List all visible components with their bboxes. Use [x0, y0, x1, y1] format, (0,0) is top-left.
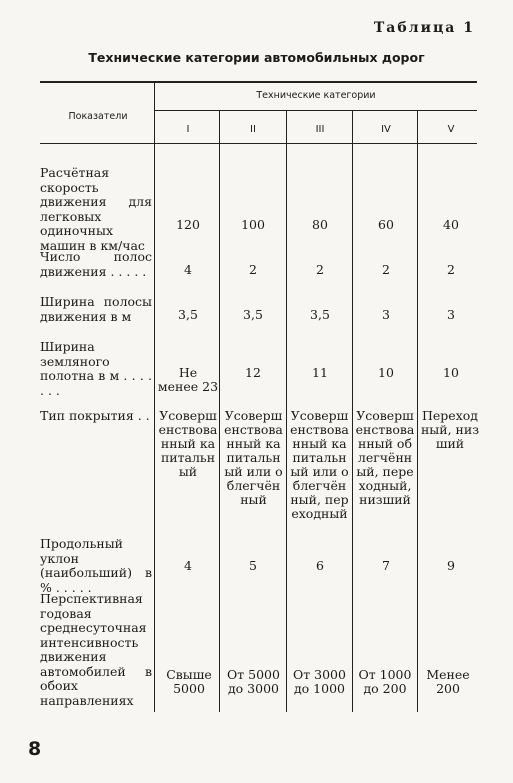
table-cell: 120: [176, 217, 200, 232]
header-bottom-rule: [40, 143, 477, 144]
table-cell: 40: [443, 217, 459, 232]
table-title: Технические категории автомобильных дорог: [88, 50, 425, 65]
column-divider: [417, 110, 418, 712]
table-cell: Усовершенствованный капитальный: [158, 408, 218, 479]
column-divider: [352, 110, 353, 712]
category-numeral: IV: [381, 124, 391, 135]
column-divider: [286, 110, 287, 712]
row-label: Ширина полосы движения в м: [40, 294, 152, 324]
category-numeral: I: [186, 124, 190, 135]
table-cell: От 1000 до 200: [358, 667, 412, 696]
table-caption: Таблица 1: [373, 20, 475, 36]
table-cell: Свыше 5000: [166, 667, 212, 696]
table-cell: 11: [312, 365, 328, 380]
table-cell: Не менее 23: [157, 365, 219, 394]
row-label: Перспективная годовая среднесуточная интенсивность движения автомобилей в обоих направлениях: [40, 591, 152, 708]
table-cell: 7: [382, 558, 390, 573]
table-cell: 100: [241, 217, 265, 232]
table-cell: 2: [316, 262, 324, 277]
row-label: Расчётная скорость движения для легковых одиночных машин в км/час: [40, 165, 152, 253]
table-cell: От 5000 до 3000: [227, 667, 280, 696]
table-cell: От 3000 до 1000: [293, 667, 346, 696]
category-numeral: III: [315, 124, 325, 135]
categories-header: Технические категории: [256, 90, 376, 101]
table-cell: Переходный, низший: [420, 408, 480, 451]
table-cell: 3,5: [310, 307, 330, 322]
table-cell: 6: [316, 558, 324, 573]
row-label: Тип покрытия . .: [40, 408, 150, 423]
table-cell: 9: [447, 558, 455, 573]
row-label: Продольный уклон (наибольший) в % . . . . .: [40, 536, 152, 595]
column-divider: [154, 82, 155, 712]
table-cell: 10: [443, 365, 459, 380]
table-cell: 2: [447, 262, 455, 277]
page-number: 8: [28, 738, 42, 760]
parameters-header: Показатели: [68, 111, 128, 122]
table-cell: 12: [245, 365, 261, 380]
table-cell: 4: [184, 558, 192, 573]
table-cell: Усовершенствованный капитальный или облегчённый, переходный: [290, 408, 349, 521]
row-label: Число полос движения . . . . .: [40, 249, 152, 279]
row-label: Ширина земляного полотна в м . . . . . . .: [40, 339, 152, 398]
category-numeral: II: [250, 124, 256, 135]
top-rule: [40, 81, 477, 83]
table-cell: 80: [312, 217, 328, 232]
table-cell: Усовершенствованный капитальный или облегчённый: [224, 408, 283, 507]
table-cell: Менее 200: [426, 667, 470, 696]
table-cell: 4: [184, 262, 192, 277]
table-cell: 60: [378, 217, 394, 232]
table-cell: 2: [249, 262, 257, 277]
column-divider: [219, 110, 220, 712]
table-cell: Усовершенствованный облегчённый, переходный, низший: [355, 408, 415, 507]
categories-rule: [155, 110, 477, 111]
table-cell: 5: [249, 558, 257, 573]
table-cell: 3: [447, 307, 455, 322]
table-cell: 3,5: [178, 307, 198, 322]
table-cell: 2: [382, 262, 390, 277]
table-cell: 3: [382, 307, 390, 322]
table-cell: 3,5: [243, 307, 263, 322]
table-cell: 10: [378, 365, 394, 380]
category-numeral: V: [447, 124, 455, 135]
